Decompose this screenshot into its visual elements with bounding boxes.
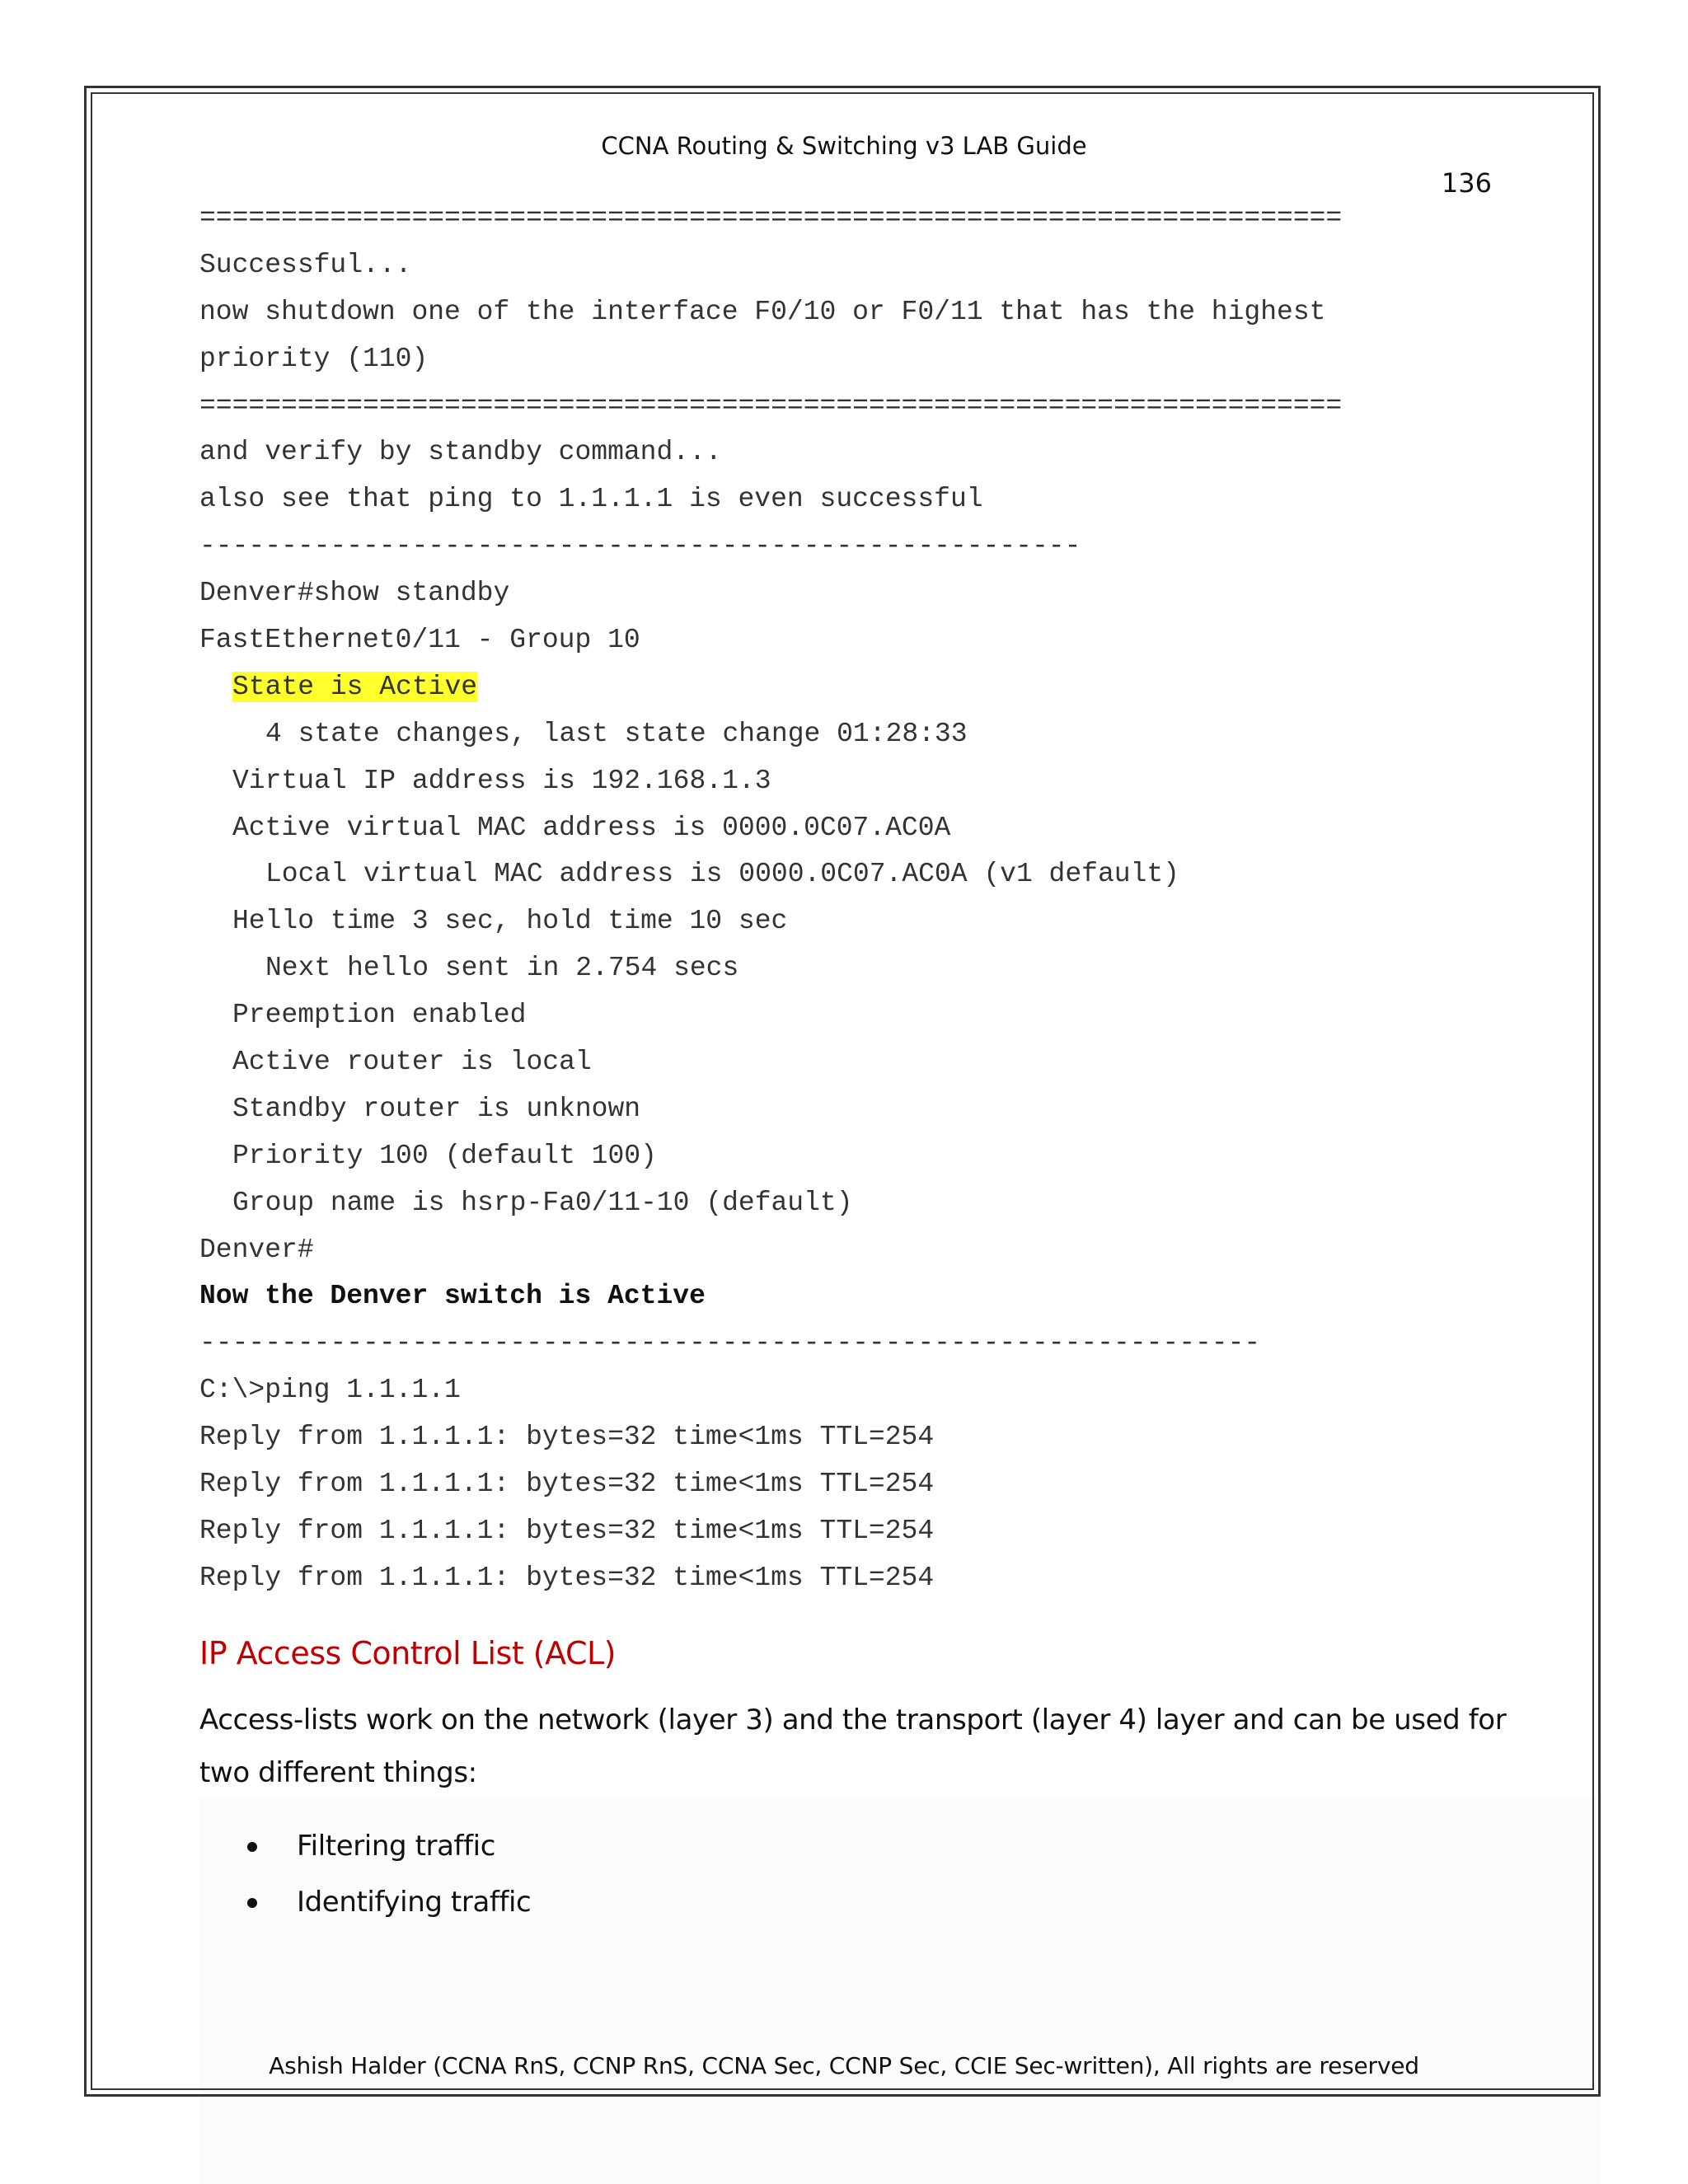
code-line: 4 state changes, last state change 01:28:33 [265, 718, 968, 749]
code-line: FastEthernet0/11 - Group 10 [199, 625, 640, 656]
code-line: C:\>ping 1.1.1.1 [199, 1375, 461, 1406]
bullet-dot-icon [247, 1898, 257, 1908]
code-line: Denver# [199, 1234, 314, 1265]
highlighted-state: State is Active [232, 671, 478, 702]
code-line: Active router is local [232, 1047, 592, 1078]
code-line: Priority 100 (default 100) [232, 1140, 657, 1171]
bullet-item [199, 1874, 531, 1930]
code-line: Reply from 1.1.1.1: bytes=32 time<1ms TTL=254 [199, 1422, 935, 1453]
section-paragraph: Access-lists work on the network (layer 3) and the transport (layer 4) layer and can be used for two different things: [199, 1704, 1507, 1789]
code-line: also see that ping to 1.1.1.1 is even successful [199, 484, 983, 515]
bullet-text: Filtering traffic [297, 1830, 496, 1863]
separator-line: ====================================================================== [199, 390, 1343, 421]
code-line: Active virtual MAC address is 0000.0C07.AC0A [232, 812, 951, 843]
code-block [199, 195, 1559, 1602]
code-line: Virtual IP address is 192.168.1.3 [232, 765, 771, 796]
code-line: Successful... [199, 249, 412, 280]
running-header: CCNA Routing & Switching v3 LAB Guide [601, 132, 1087, 160]
code-line: Reply from 1.1.1.1: bytes=32 time<1ms TTL=254 [199, 1469, 935, 1500]
bullet-dot-icon [247, 1842, 257, 1852]
code-line: Preemption enabled [232, 1000, 527, 1031]
code-line: Denver#show standby [199, 578, 510, 609]
code-line: priority (110) [199, 343, 429, 374]
code-line: Group name is hsrp-Fa0/11-10 (default) [232, 1187, 853, 1218]
code-line: now shutdown one of the interface F0/10 or F0/11 that has the highest [199, 296, 1326, 327]
code-note-bold: Now the Denver switch is Active [199, 1281, 706, 1312]
code-line: Hello time 3 sec, hold time 10 sec [232, 906, 788, 937]
section-title: IP Access Control List (ACL) [199, 1635, 616, 1671]
bullet-item [199, 1818, 531, 1874]
code-line: Reply from 1.1.1.1: bytes=32 time<1ms TTL=254 [199, 1562, 935, 1593]
separator-line: ----------------------------------------------------------------- [199, 1328, 1261, 1359]
code-line: Reply from 1.1.1.1: bytes=32 time<1ms TTL=254 [199, 1515, 935, 1546]
page-footer: Ashish Halder (CCNA RnS, CCNP RnS, CCNA Sec, CCNP Sec, CCIE Sec-written), All rights are reserved [269, 2052, 1419, 2079]
separator-line: ------------------------------------------------------ [199, 531, 1081, 562]
code-line: and verify by standby command... [199, 437, 722, 468]
page-number: 136 [1441, 167, 1492, 199]
code-line: Local virtual MAC address is 0000.0C07.AC0A (v1 default) [265, 859, 1179, 890]
bullet-text: Identifying traffic [297, 1886, 532, 1919]
bullet-list [199, 1818, 531, 1930]
code-line: Standby router is unknown [232, 1093, 641, 1124]
code-line-highlighted [199, 664, 1559, 711]
separator-line: ====================================================================== [199, 203, 1343, 233]
code-line: Next hello sent in 2.754 secs [265, 953, 739, 984]
